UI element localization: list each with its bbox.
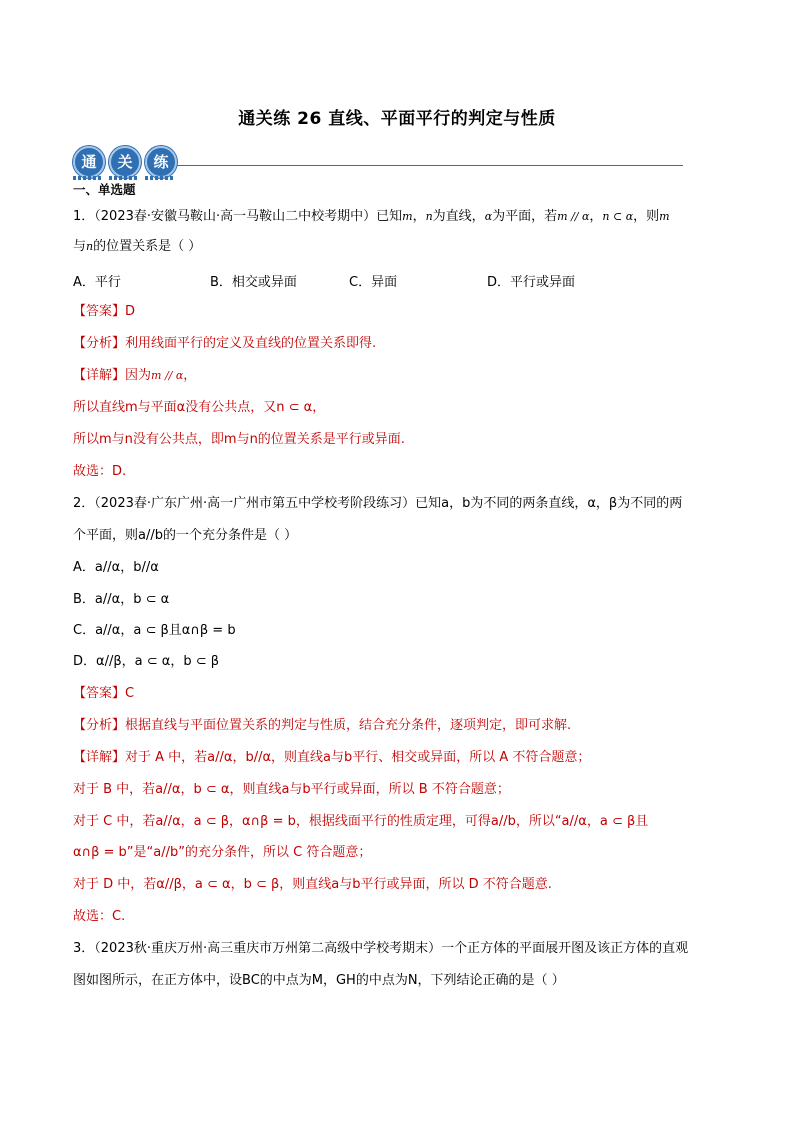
detail-text: 对于 A 中，若a//α，b//α，则直线a与b平行、相交或异面，所以 A 不符合题意； bbox=[125, 750, 591, 765]
q1-analysis bbox=[73, 335, 376, 353]
q1-conclusion: 故选：D. bbox=[73, 464, 127, 479]
detail-tag: 【详解】 bbox=[73, 750, 126, 765]
q2-detail-b: 对于 B 中，若a//α，b ⊂ α，则直线a与b平行或异面，所以 B 不符合题意； bbox=[73, 782, 510, 797]
banner-divider bbox=[177, 165, 683, 166]
q1-detail-line3: 所以m与n没有公共点，即m与n的位置关系是平行或异面. bbox=[73, 432, 405, 447]
detail-math: m // α bbox=[151, 369, 184, 382]
q2-detail-a bbox=[73, 749, 590, 767]
detail-tag: 【详解】 bbox=[73, 368, 126, 383]
answer-value: C bbox=[125, 686, 135, 701]
q1-stem-text: ，则 bbox=[633, 209, 660, 224]
q1-option-c: C．异面 bbox=[349, 275, 398, 290]
q1-detail-line1 bbox=[73, 367, 196, 385]
q1-stem-line2 bbox=[73, 238, 201, 256]
q2-option-b: B．a//α，b ⊂ α bbox=[73, 592, 170, 607]
q1-math-m-parallel: m // α bbox=[557, 210, 590, 223]
q1-detail-line2: 所以直线m与平面α没有公共点，又n ⊂ α， bbox=[73, 400, 326, 415]
q1-answer bbox=[73, 303, 135, 321]
detail-text: 因为 bbox=[125, 368, 152, 383]
seal-dots-3 bbox=[145, 176, 175, 180]
q1-stem-text: ， bbox=[412, 209, 426, 224]
q2-analysis bbox=[73, 717, 571, 735]
q2-conclusion: 故选：C. bbox=[73, 909, 126, 924]
q1-stem-text: 的位置关系是（ ） bbox=[93, 239, 202, 254]
analysis-tag: 【分析】 bbox=[73, 336, 126, 351]
q1-option-d: D．平行或异面 bbox=[487, 275, 576, 290]
q1-math-m2: m bbox=[659, 210, 670, 223]
q1-math-m: m bbox=[402, 210, 413, 223]
q2-option-a: A．a//α，b//α bbox=[73, 560, 159, 575]
q1-math-n2: n bbox=[86, 240, 94, 253]
q2-option-c: C．a//α，a ⊂ β且α∩β = b bbox=[73, 623, 236, 638]
q1-stem-text: ， bbox=[589, 209, 603, 224]
q1-stem-text: 为平面，若 bbox=[492, 209, 558, 224]
q1-stem-text: 与 bbox=[73, 239, 87, 254]
q1-option-b: B．相交或异面 bbox=[210, 275, 297, 290]
q2-detail-c1: 对于 C 中，若a//α，a ⊂ β，α∩β = b，根据线面平行的性质定理，可得a//b，所以“a//α，a ⊂ β且 bbox=[73, 814, 649, 829]
seal-char-2: 关 bbox=[109, 146, 141, 178]
q1-stem-line1 bbox=[73, 208, 670, 226]
analysis-text: 根据直线与平面位置关系的判定与性质，结合充分条件，逐项判定，即可求解. bbox=[125, 718, 572, 733]
q1-stem-text: 为直线， bbox=[432, 209, 485, 224]
q1-math-alpha: α bbox=[484, 210, 493, 223]
section-heading: 一、单选题 bbox=[73, 182, 136, 197]
page-title: 通关练 26 直线、平面平行的判定与性质 bbox=[238, 109, 556, 129]
q1-math-n-subset: n ⊂ α bbox=[602, 210, 634, 223]
q2-stem-line2: 个平面，则a//b的一个充分条件是（ ） bbox=[73, 528, 298, 543]
answer-tag: 【答案】 bbox=[73, 304, 126, 319]
seal-dots-1 bbox=[73, 176, 103, 180]
section-banner bbox=[73, 146, 683, 180]
q2-detail-d: 对于 D 中，若α//β，a ⊂ α，b ⊂ β，则直线a与b平行或异面，所以 D 不符合题意. bbox=[73, 877, 552, 892]
detail-text: ， bbox=[183, 368, 197, 383]
q2-answer bbox=[73, 685, 134, 703]
q2-option-d: D．α//β，a ⊂ α，b ⊂ β bbox=[73, 654, 220, 669]
answer-value: D bbox=[125, 304, 136, 319]
q1-stem-text: 1．（2023春·安徽马鞍山·高一马鞍山二中校考期中）已知 bbox=[73, 209, 403, 224]
q1-math-n: n bbox=[425, 210, 433, 223]
analysis-tag: 【分析】 bbox=[73, 718, 126, 733]
analysis-text: 利用线面平行的定义及直线的位置关系即得. bbox=[125, 336, 377, 351]
seal-char-1: 通 bbox=[73, 146, 105, 178]
q3-stem-line2: 图如图所示，在正方体中，设BC的中点为M，GH的中点为N，下列结论正确的是（ ） bbox=[73, 973, 565, 988]
seal-char-3: 练 bbox=[145, 146, 177, 178]
q2-stem-line1: 2．（2023春·广东广州·高一广州市第五中学校考阶段练习）已知a，b为不同的两条直线，α，β为不同的两 bbox=[73, 496, 683, 511]
seal-dots-2 bbox=[109, 176, 139, 180]
answer-tag: 【答案】 bbox=[73, 686, 126, 701]
q1-option-a: A．平行 bbox=[73, 275, 121, 290]
q3-stem-line1: 3．（2023秋·重庆万州·高三重庆市万州第二高级中学校考期末）一个正方体的平面展开图及该正方体的直观 bbox=[73, 941, 689, 956]
q2-detail-c2: α∩β = b”是“a//b”的充分条件，所以 C 符合题意； bbox=[73, 845, 372, 860]
